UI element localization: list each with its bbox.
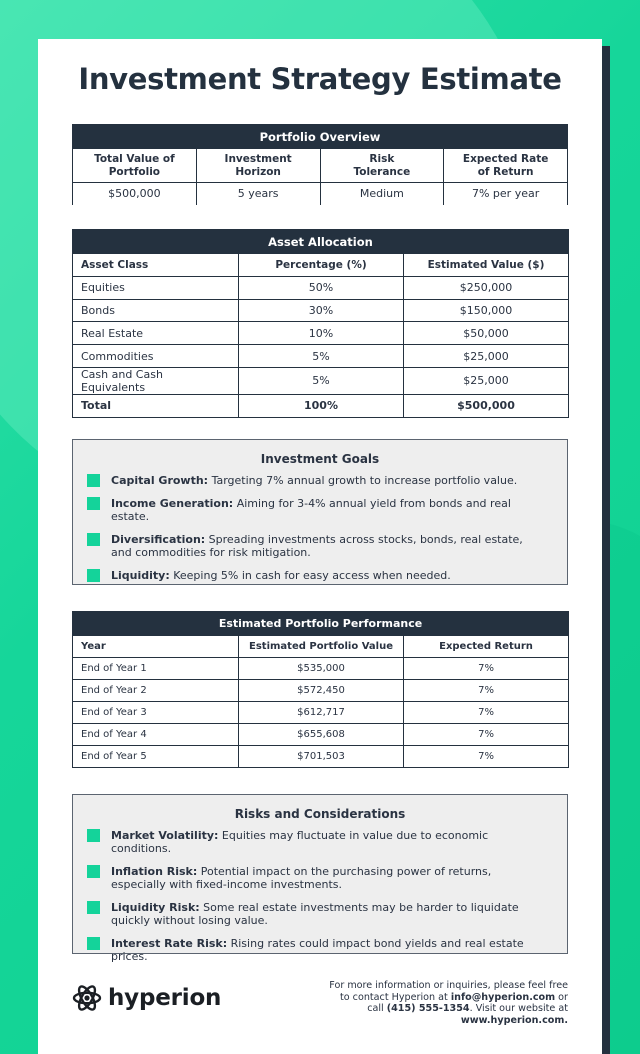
table-cell: Commodities — [73, 345, 239, 368]
item-text: Targeting 7% annual growth to increase portfolio value. — [208, 474, 518, 487]
table-cell: $25,000 — [404, 345, 569, 368]
table-cell: 50% — [239, 276, 404, 299]
column-header-label: Risk Tolerance — [353, 152, 411, 178]
email-link[interactable]: info@hyperion.com — [450, 991, 556, 1003]
table-row — [73, 702, 569, 724]
item-label: Diversification: — [111, 533, 206, 546]
column-header: Asset Class — [73, 254, 239, 277]
column-header: Percentage (%) — [239, 254, 404, 277]
item-label: Income Generation: — [111, 497, 234, 510]
contact-text: or — [555, 991, 568, 1003]
table-cell: Cash and Cash Equivalents — [73, 367, 239, 394]
table-cell: 10% — [239, 322, 404, 345]
table-cell: $701,503 — [239, 746, 404, 768]
item-text: Spreading investments across stocks, bonds, real estate, and commodities for risk mitigation. — [111, 533, 523, 559]
contact-info — [268, 980, 568, 1026]
table-header-row — [73, 636, 569, 658]
table-row — [73, 276, 569, 299]
table-cell: 7% per year — [444, 183, 568, 205]
investment-goals-box — [72, 439, 568, 585]
table-row — [73, 299, 569, 322]
section-heading: Investment Goals — [260, 452, 380, 466]
bullet-square-icon — [87, 533, 100, 546]
portfolio-performance-table — [72, 611, 569, 768]
table-cell: End of Year 1 — [73, 658, 239, 680]
bullet-square-icon — [87, 474, 100, 487]
table-cell: $500,000 — [404, 394, 569, 417]
list-item — [73, 829, 567, 855]
contact-text: to contact Hyperion at — [340, 991, 451, 1003]
table-cell: $655,608 — [239, 724, 404, 746]
table-cell: 100% — [239, 394, 404, 417]
table-row — [73, 658, 569, 680]
item-text: Aiming for 3-4% annual yield from bonds and real estate. — [111, 497, 511, 523]
table-row — [73, 746, 569, 768]
table-row — [73, 367, 569, 394]
item-label: Inflation Risk: — [111, 865, 198, 878]
table-row — [73, 724, 569, 746]
item-text: Equities may fluctuate in value due to economic conditions. — [111, 829, 489, 855]
table-row — [73, 680, 569, 702]
item-text: Rising rates could impact bond yields and real estate prices. — [111, 937, 524, 963]
column-header-label: Total Value of Portfolio — [94, 152, 175, 178]
hyperion-logo — [72, 982, 221, 1014]
list-item — [73, 937, 567, 963]
column-header-label: Expected Rate of Return — [462, 152, 549, 178]
logo-text: hyperion — [108, 985, 222, 1011]
item-text: Keeping 5% in cash for easy access when needed. — [169, 569, 451, 582]
bullet-square-icon — [87, 865, 100, 878]
column-header: Year — [73, 636, 239, 658]
table-cell: Real Estate — [73, 322, 239, 345]
bullet-square-icon — [87, 901, 100, 914]
table-cell: End of Year 4 — [73, 724, 239, 746]
bullet-square-icon — [87, 497, 100, 510]
item-text: Potential impact on the purchasing power of returns, especially with fixed-income investments. — [111, 865, 492, 891]
list-item — [73, 474, 567, 487]
table-header-row — [73, 254, 569, 277]
table-header-row — [73, 149, 568, 183]
bullet-square-icon — [87, 829, 100, 842]
table-cell: Medium — [320, 183, 444, 205]
table-heading: Estimated Portfolio Performance — [73, 612, 569, 636]
table-cell: 5% — [239, 345, 404, 368]
item-label: Capital Growth: — [111, 474, 209, 487]
phone-link[interactable]: (415) 555-1354 — [386, 1003, 470, 1014]
table-row — [73, 322, 569, 345]
table-cell: 7% — [404, 724, 569, 746]
table-cell: 7% — [404, 680, 569, 702]
table-cell: 30% — [239, 299, 404, 322]
table-row — [73, 183, 568, 205]
portfolio-overview-table — [72, 124, 568, 205]
risks-considerations-box — [72, 794, 568, 963]
table-cell: 7% — [404, 658, 569, 680]
item-label: Liquidity: — [111, 569, 170, 582]
table-cell: End of Year 2 — [73, 680, 239, 702]
list-item — [73, 569, 567, 582]
website-link[interactable]: www.hyperion.com. — [460, 1014, 568, 1026]
table-cell: 5 years — [196, 183, 320, 205]
table-cell: $50,000 — [404, 322, 569, 345]
table-cell: $612,717 — [239, 702, 404, 724]
list-item — [73, 497, 567, 523]
item-label: Interest Rate Risk: — [111, 937, 228, 950]
item-text: Some real estate investments may be harder to liquidate quickly without losing value. — [111, 901, 519, 927]
asset-allocation-table — [72, 229, 569, 418]
list-item — [73, 901, 567, 927]
column-header: Estimated Portfolio Value — [239, 636, 404, 658]
table-heading: Asset Allocation — [73, 230, 569, 254]
column-header: Expected Return — [404, 636, 569, 658]
table-cell: $150,000 — [404, 299, 569, 322]
table-cell: 5% — [239, 367, 404, 394]
table-cell: 7% — [404, 746, 569, 768]
list-item — [73, 865, 567, 891]
item-label: Liquidity Risk: — [111, 901, 200, 914]
table-cell: $250,000 — [404, 276, 569, 299]
table-cell: Equities — [73, 276, 239, 299]
table-total-row — [73, 394, 569, 417]
contact-line — [268, 992, 568, 1004]
bullet-square-icon — [87, 937, 100, 950]
table-row — [73, 345, 569, 368]
contact-text: . Visit our website at — [469, 1003, 568, 1014]
table-cell: Bonds — [73, 299, 239, 322]
table-cell: $25,000 — [404, 367, 569, 394]
table-heading: Portfolio Overview — [73, 125, 568, 149]
table-cell: $572,450 — [239, 680, 404, 702]
column-header: Estimated Value ($) — [404, 254, 569, 277]
column-header — [196, 149, 320, 183]
table-cell: End of Year 5 — [73, 746, 239, 768]
column-header — [320, 149, 444, 183]
table-cell: 7% — [404, 702, 569, 724]
atom-icon — [72, 982, 102, 1014]
list-item — [73, 533, 567, 559]
column-header — [73, 149, 197, 183]
item-label: Market Volatility: — [111, 829, 219, 842]
contact-text: call — [367, 1003, 387, 1014]
contact-line — [268, 1003, 568, 1026]
section-heading: Risks and Considerations — [234, 807, 406, 821]
table-cell: $500,000 — [73, 183, 197, 205]
bullet-square-icon — [87, 569, 100, 582]
column-header — [444, 149, 568, 183]
page-title: Investment Strategy Estimate — [78, 62, 562, 96]
table-cell: Total — [73, 394, 239, 417]
table-cell: $535,000 — [239, 658, 404, 680]
table-cell: End of Year 3 — [73, 702, 239, 724]
column-header-label: Investment Horizon — [224, 152, 292, 178]
contact-line: For more information or inquiries, please feel free — [329, 980, 568, 991]
